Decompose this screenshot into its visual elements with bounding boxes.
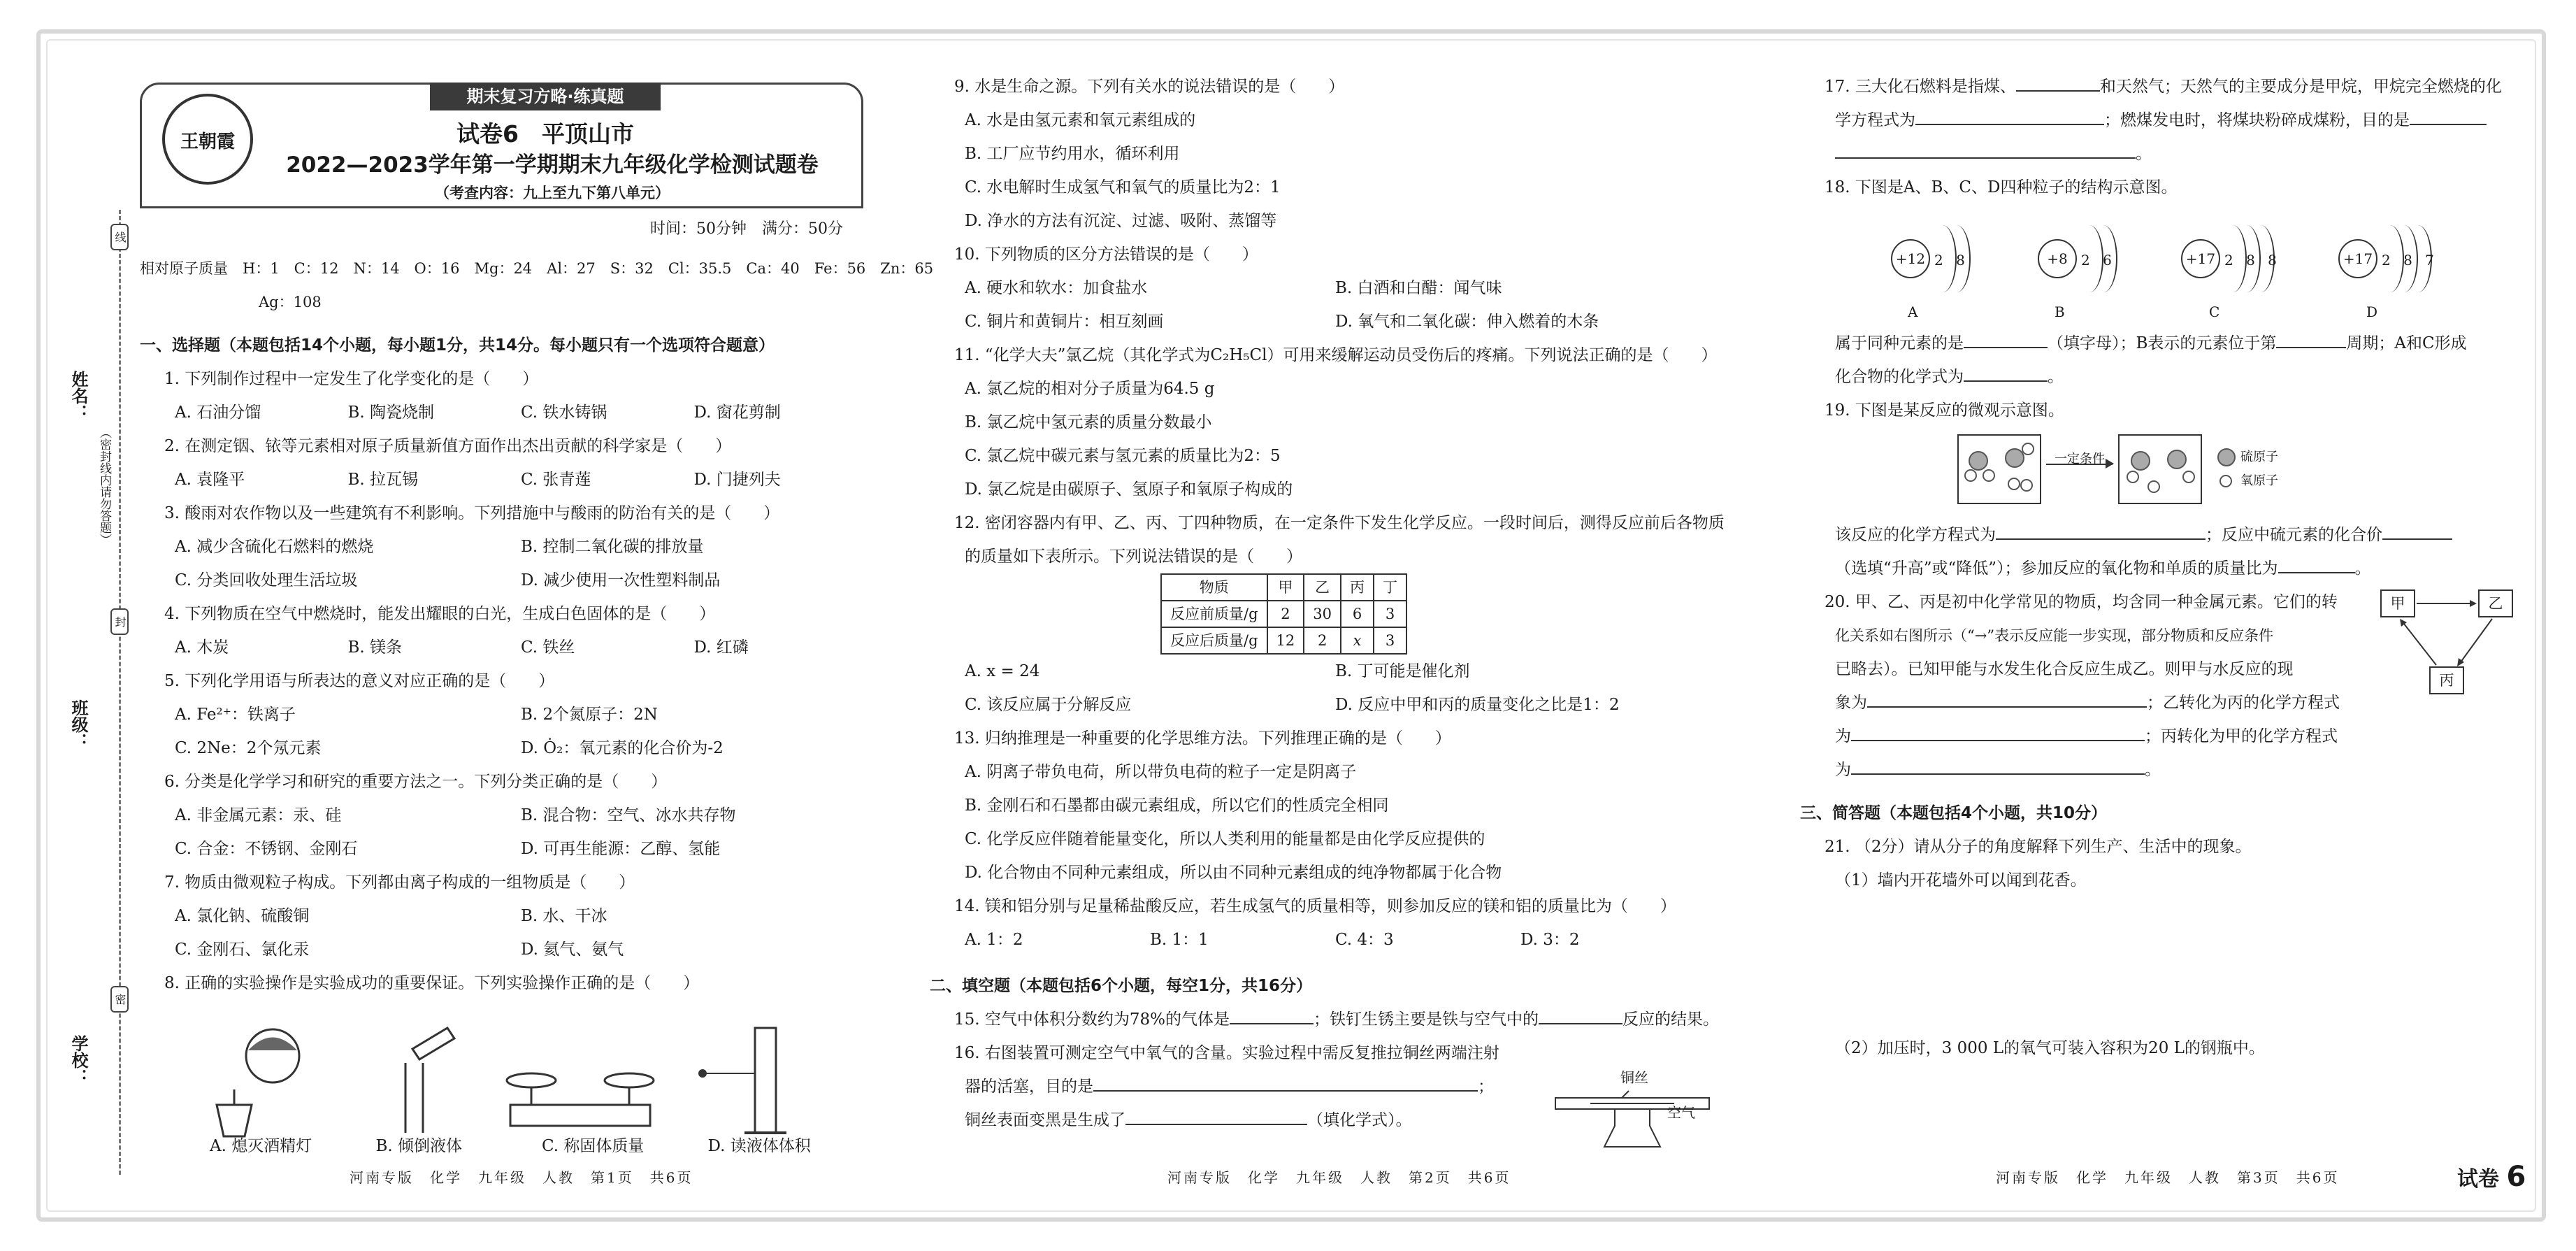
question-cont bbox=[1800, 753, 2524, 787]
page-footer: 河南专版 化学 九年级 人教 第2页 共6页 bbox=[1167, 1169, 1511, 1186]
q18-text: 化合物的化学式为 bbox=[1835, 368, 1964, 386]
oxygen-atom bbox=[2008, 478, 2020, 490]
q19-text: ；反应中硫元素的化合价 bbox=[2206, 526, 2382, 544]
seal-mark: 封 bbox=[110, 608, 129, 635]
answer-blank[interactable] bbox=[2276, 330, 2346, 348]
q16-text: 器的活塞，目的是 bbox=[965, 1078, 1093, 1096]
section-title: 一、选择题（本题包括14个小题，每小题1分，共14分。每小题只有一个选项符合题意） bbox=[140, 336, 775, 355]
question: 18. 下图是A、B、C、D四种粒子的结构示意图。 bbox=[1825, 178, 2178, 196]
option[interactable]: A. Fe²⁺：铁离子 bbox=[175, 706, 296, 724]
option[interactable]: C. 金刚石、氯化汞 bbox=[175, 941, 310, 959]
option[interactable]: D. 红磷 bbox=[693, 638, 749, 657]
question-cont bbox=[1800, 360, 2524, 394]
exam-scope: （考查内容：九上至九下第八单元） bbox=[435, 184, 670, 201]
q18-text: 属于同种元素的是 bbox=[1835, 334, 1964, 352]
option[interactable]: D. 反应中甲和丙的质量变化之比是1：2 bbox=[1335, 696, 1620, 714]
option[interactable]: D. 氦气、氨气 bbox=[521, 941, 624, 959]
question: 12. 密闭容器内有甲、乙、丙、丁四种物质，在一定条件下发生化学反应。一段时间后，测得反应前后各物质 bbox=[954, 514, 1725, 532]
option[interactable]: D. 减少使用一次性塑料制品 bbox=[521, 571, 721, 589]
school-label: 学校： bbox=[69, 1035, 88, 1085]
table-cell: 2 bbox=[1304, 627, 1341, 654]
atom-label: C bbox=[2209, 303, 2220, 320]
option[interactable]: D. 读液体体积 bbox=[707, 1137, 811, 1155]
options bbox=[930, 271, 1706, 338]
table-cell: 甲 bbox=[1267, 574, 1304, 601]
option[interactable]: A. 石油分馏 bbox=[175, 403, 261, 422]
paper-title: 试卷6 平顶山市 bbox=[456, 120, 634, 148]
q16-text: （填化学式）。 bbox=[1307, 1111, 1412, 1129]
q20-text: 。 bbox=[2145, 761, 2161, 779]
sulfur-atom bbox=[2167, 450, 2187, 469]
oxygen-atom bbox=[2182, 471, 2195, 483]
atom-A bbox=[1891, 218, 2031, 320]
answer-blank[interactable] bbox=[1230, 1006, 1314, 1024]
answer-blank[interactable] bbox=[1125, 1107, 1307, 1125]
atom-D bbox=[2338, 218, 2478, 320]
options bbox=[930, 655, 1706, 722]
sub-question: （1）墙内开花墙外可以闻到花香。 bbox=[1835, 871, 2087, 889]
q19-text: 。 bbox=[2354, 559, 2371, 578]
mass-table bbox=[1160, 573, 1407, 655]
seal-dashed-line bbox=[119, 210, 121, 1175]
table-row bbox=[1161, 627, 1406, 654]
question: 10. 下列物质的区分方法错误的是（ ） bbox=[954, 245, 1258, 264]
option[interactable]: D. 氧气和二氧化碳：伸入燃着的木条 bbox=[1335, 313, 1599, 331]
answer-blank[interactable] bbox=[1964, 330, 2048, 348]
option[interactable]: A. 非金属元素：汞、硅 bbox=[175, 806, 342, 824]
q8-options bbox=[175, 1133, 874, 1156]
shell-electrons: 2 6 bbox=[2081, 252, 2116, 269]
legend-oxygen: 氧原子 bbox=[2240, 473, 2278, 488]
copper-wire-label: 铜丝 bbox=[1620, 1069, 1648, 1086]
graduated-cylinder-illustration bbox=[698, 1028, 786, 1133]
table-cell: 3 bbox=[1374, 627, 1406, 654]
header-tag: 期末复习方略·练真题 bbox=[430, 83, 661, 110]
table-row bbox=[1161, 601, 1406, 627]
reaction-diagram bbox=[1800, 427, 2524, 518]
question: 4. 下列物质在空气中燃烧时，能发出耀眼的白光，生成白色固体的是（ ） bbox=[164, 605, 716, 623]
option[interactable]: C. 称固体质量 bbox=[542, 1137, 645, 1155]
options bbox=[140, 799, 867, 866]
oxygen-atom bbox=[2147, 480, 2160, 493]
q20-text: 为 bbox=[1835, 727, 1851, 745]
atom-C bbox=[2181, 218, 2321, 320]
question-cont bbox=[1800, 518, 2524, 552]
reaction-arrow bbox=[2046, 464, 2113, 465]
q17-text: 。 bbox=[2136, 145, 2152, 163]
lab-operation-illustrations bbox=[175, 1021, 874, 1140]
balance-illustration bbox=[507, 1073, 654, 1126]
q15-text: 反应的结果。 bbox=[1622, 1010, 1720, 1029]
question: 2. 在测定铟、铱等元素相对原子质量新值方面作出杰出贡献的科学家是（ ） bbox=[164, 437, 732, 455]
oxygen-atom bbox=[2127, 471, 2139, 483]
option[interactable]: C. 张青莲 bbox=[521, 471, 591, 489]
option[interactable]: A. 氯乙烷的相对分子质量为64.5 g bbox=[965, 380, 1215, 398]
table-cell: 30 bbox=[1304, 601, 1341, 627]
question: 1. 下列制作过程中一定发生了化学变化的是（ ） bbox=[164, 370, 539, 388]
table-cell: 反应前质量/g bbox=[1161, 601, 1267, 627]
q20-text: ；乙转化为丙的化学方程式 bbox=[2147, 694, 2340, 712]
name-label: 姓名： bbox=[69, 371, 88, 421]
arrow-head-icon bbox=[2106, 459, 2114, 469]
option[interactable]: B. 工厂应节约用水，循环利用 bbox=[965, 145, 1180, 163]
option[interactable]: C. 分类回收处理生活垃圾 bbox=[175, 571, 358, 589]
class-label: 班级： bbox=[69, 699, 88, 750]
q17-text: 17. 三大化石燃料是指煤、 bbox=[1825, 78, 2016, 96]
option[interactable]: D. 3：2 bbox=[1520, 931, 1580, 949]
q20-text: 为 bbox=[1835, 761, 1851, 779]
options bbox=[930, 923, 1706, 957]
option[interactable]: C. 4：3 bbox=[1335, 931, 1394, 949]
node-yi: 乙 bbox=[2478, 589, 2513, 617]
table-cell: x bbox=[1341, 627, 1374, 654]
q19-text: （选填“升高”或“降低”）；参加反应的氧化物和单质的质量比为 bbox=[1835, 559, 2278, 578]
atom-label: D bbox=[2366, 303, 2378, 320]
q20-text: 象为 bbox=[1835, 694, 1867, 712]
question-cont: 化关系如右图所示（“→”表示反应能一步实现，部分物质和反应条件 bbox=[1835, 627, 2274, 644]
question: 11. “化学大夫”氯乙烷（其化学式为C₂H₅Cl）可用来缓解运动员受伤后的疼痛。下列说法正确的是（ ） bbox=[954, 346, 1718, 364]
table-row bbox=[1161, 574, 1406, 601]
option[interactable]: D. 氯乙烷是由碳原子、氢原子和氧原子构成的 bbox=[965, 480, 1293, 499]
oxygen-atom bbox=[1964, 469, 1977, 482]
table-cell: 丁 bbox=[1374, 574, 1406, 601]
sulfur-atom bbox=[1969, 451, 1988, 471]
option[interactable]: B. 混合物：空气、冰水共存物 bbox=[521, 806, 736, 824]
option[interactable]: A. 1：2 bbox=[965, 931, 1023, 949]
q19-text: 该反应的化学方程式为 bbox=[1835, 526, 1996, 544]
question: 7. 物质由微观粒子构成。下列都由离子构成的一组物质是（ ） bbox=[164, 873, 635, 892]
question bbox=[930, 1003, 1720, 1036]
q17-text: 学方程式为 bbox=[1835, 111, 1915, 129]
paper-subtitle: 2022—2023学年第一学期期末九年级化学检测试题卷 bbox=[286, 152, 819, 178]
question: 3. 酸雨对农作物以及一些建筑有不利影响。下列措施中与酸雨的防治有关的是（ ） bbox=[164, 504, 780, 522]
option[interactable]: A. 袁隆平 bbox=[175, 471, 245, 489]
option[interactable]: B. 白酒和白醋：闻气味 bbox=[1335, 279, 1502, 297]
option[interactable]: D. 门捷列夫 bbox=[693, 471, 781, 489]
answer-blank[interactable] bbox=[1964, 364, 2048, 382]
oxygen-atom bbox=[2022, 443, 2034, 455]
option[interactable]: C. 铁丝 bbox=[521, 638, 575, 657]
column-3 bbox=[1800, 70, 2524, 1065]
paper-number bbox=[2457, 1161, 2526, 1193]
transformation-diagram bbox=[2380, 584, 2520, 703]
answer-blank[interactable] bbox=[1851, 723, 2145, 741]
options bbox=[140, 698, 867, 765]
column-1 bbox=[140, 252, 934, 1000]
answer-blank[interactable] bbox=[1539, 1006, 1622, 1024]
seal-note: （密封线内请勿答题） bbox=[97, 427, 111, 545]
table-cell: 2 bbox=[1267, 601, 1304, 627]
question: 14. 镁和铝分别与足量稀盐酸反应，若生成氢气的质量相等，则参加反应的镁和铝的质量比为（ ） bbox=[954, 897, 1676, 915]
question-cont: 的质量如下表所示。下列说法错误的是（ ） bbox=[965, 548, 1302, 566]
section-title: 二、填空题（本题包括6个小题，每空1分，共16分） bbox=[930, 977, 1313, 995]
answer-blank[interactable] bbox=[1867, 689, 2147, 708]
atom-nucleus: +12 bbox=[1891, 239, 1930, 278]
answer-blank[interactable] bbox=[1996, 522, 2206, 540]
option[interactable]: B. 控制二氧化碳的排放量 bbox=[521, 538, 704, 556]
option[interactable]: C. 2Ne：2个氖元素 bbox=[175, 739, 322, 757]
option[interactable]: D. 可再生能源：乙醇、氢能 bbox=[521, 840, 721, 858]
question: 21. （2分）请从分子的角度解释下列生产、生活中的现象。 bbox=[1825, 838, 2252, 856]
option[interactable]: C. 化学反应伴随着能量变化，所以人类利用的能量都是由化学反应提供的 bbox=[965, 830, 1485, 848]
oxygen-atom bbox=[1983, 469, 1995, 482]
question: 6. 分类是化学学习和研究的重要方法之一。下列分类正确的是（ ） bbox=[164, 773, 668, 791]
question: 8. 正确的实验操作是实验成功的重要保证。下列实验操作正确的是（ ） bbox=[164, 974, 700, 992]
atomic-mass-line: 相对原子质量 H：1 C：12 N：14 O：16 Mg：24 Al：27 S：32 Cl：35.5 Ca：40 Fe：56 Zn：65 bbox=[140, 260, 934, 277]
answer-blank[interactable] bbox=[1915, 107, 2104, 125]
option[interactable]: A. 硬水和软水：加食盐水 bbox=[965, 279, 1148, 297]
table-cell: 反应后质量/g bbox=[1161, 627, 1267, 654]
option[interactable]: C. 合金：不锈钢、金刚石 bbox=[175, 840, 358, 858]
q18-text: 周期；A和C形成 bbox=[2346, 334, 2467, 352]
node-jia: 甲 bbox=[2380, 589, 2415, 617]
oxygen-legend-icon bbox=[2219, 475, 2232, 487]
question bbox=[1800, 70, 2524, 103]
page-footer: 河南专版 化学 九年级 人教 第3页 共6页 bbox=[1996, 1169, 2340, 1186]
q17-text: ；燃煤发电时，将煤块粉碎成煤粉，目的是 bbox=[2104, 111, 2410, 129]
options bbox=[140, 899, 867, 966]
table-cell: 物质 bbox=[1161, 574, 1267, 601]
option[interactable]: A. x = 24 bbox=[965, 662, 1040, 680]
table-cell: 3 bbox=[1374, 601, 1406, 627]
node-bing: 丙 bbox=[2429, 666, 2464, 694]
atom-nucleus: +17 bbox=[2181, 239, 2220, 278]
option[interactable]: C. 氯乙烷中碳元素与氢元素的质量比为2：5 bbox=[965, 447, 1281, 465]
table-cell: 乙 bbox=[1304, 574, 1341, 601]
option[interactable]: C. 铁水铸锅 bbox=[521, 403, 607, 422]
question: 13. 归纳推理是一种重要的化学思维方法。下列推理正确的是（ ） bbox=[954, 729, 1451, 748]
paper-label: 试卷 bbox=[2457, 1167, 2499, 1192]
option[interactable]: B. 1：1 bbox=[1150, 931, 1209, 949]
q18-text: 。 bbox=[2048, 368, 2064, 386]
answer-blank[interactable] bbox=[2278, 555, 2355, 573]
options bbox=[140, 463, 867, 496]
table-cell: 丙 bbox=[1341, 574, 1374, 601]
option[interactable]: A. 水是由氢元素和氧元素组成的 bbox=[965, 111, 1196, 129]
question-cont bbox=[1800, 103, 2524, 137]
answer-blank[interactable] bbox=[1093, 1073, 1478, 1092]
option[interactable]: B. 2个氮原子：2N bbox=[521, 706, 658, 724]
option[interactable]: D. 窗花剪制 bbox=[693, 403, 781, 422]
sulfur-atom bbox=[2131, 451, 2150, 471]
question: 5. 下列化学用语与所表达的意义对应正确的是（ ） bbox=[164, 672, 555, 690]
option[interactable]: A. 木炭 bbox=[175, 638, 229, 657]
atom-label: B bbox=[2055, 303, 2065, 320]
options bbox=[140, 396, 867, 429]
option[interactable]: D. 净水的方法有沉淀、过滤、吸附、蒸馏等 bbox=[965, 212, 1277, 230]
shell-electrons: 2 8 bbox=[1934, 252, 1969, 269]
options bbox=[140, 530, 867, 597]
option[interactable]: A. 阴离子带负电荷，所以带负电荷的粒子一定是阴离子 bbox=[965, 763, 1357, 781]
seal-mark: 密 bbox=[110, 986, 129, 1013]
products-box bbox=[2118, 434, 2202, 504]
question-cont bbox=[1800, 552, 2524, 585]
answer-blank[interactable] bbox=[2382, 522, 2452, 540]
option[interactable]: A. 氯化钠、硫酸铜 bbox=[175, 907, 310, 925]
q17-text: 和天然气；天然气的主要成分是甲烷，甲烷完全燃烧的化 bbox=[2099, 78, 2502, 96]
option[interactable]: B. 水、干冰 bbox=[521, 907, 607, 925]
sulfur-legend-icon bbox=[2217, 448, 2236, 466]
option[interactable]: D. 化合物由不同种元素组成，所以由不同种元素组成的纯净物都属于化合物 bbox=[965, 864, 1502, 882]
option[interactable]: C. 水电解时生成氢气和氧气的质量比为2：1 bbox=[965, 178, 1281, 196]
option[interactable]: B. 拉瓦锡 bbox=[347, 471, 419, 489]
option[interactable]: B. 镁条 bbox=[347, 638, 403, 657]
table-cell: 12 bbox=[1267, 627, 1304, 654]
question-cont: 已略去）。已知甲能与水发生化合反应生成乙。则甲与水反应的现 bbox=[1835, 660, 2294, 678]
option[interactable]: A. 熄灭酒精灯 bbox=[210, 1137, 312, 1155]
answer-blank[interactable] bbox=[2016, 73, 2100, 92]
question: 19. 下图是某反应的微观示意图。 bbox=[1825, 401, 2064, 420]
option[interactable]: C. 铜片和黄铜片：相互刻画 bbox=[965, 313, 1164, 331]
oxygen-atom bbox=[2020, 479, 2033, 492]
atom-nucleus: +17 bbox=[2338, 239, 2377, 278]
question: 20. 甲、乙、丙是初中化学常见的物质，均含同一种金属元素。它们的转 bbox=[1825, 593, 2338, 611]
question-cont bbox=[1800, 137, 2524, 171]
brand-logo: 王朝霞 bbox=[162, 94, 253, 185]
answer-blank[interactable] bbox=[2410, 107, 2487, 125]
column-2 bbox=[930, 70, 1725, 1137]
section-title: 三、简答题（本题包括4个小题，共10分） bbox=[1800, 804, 2108, 822]
option[interactable]: B. 丁可能是催化剂 bbox=[1335, 662, 1470, 680]
option[interactable]: B. 陶瓷烧制 bbox=[347, 403, 435, 422]
transformation-arrows bbox=[2380, 584, 2520, 703]
sub-question: （2）加压时，3 000 L的氧气可装入容积为20 L的钢瓶中。 bbox=[1835, 1039, 2265, 1057]
atom-label: A bbox=[1908, 303, 1918, 320]
option[interactable]: C. 该反应属于分解反应 bbox=[965, 696, 1132, 714]
air-label: 空气 bbox=[1667, 1104, 1695, 1121]
q18-text: （填字母）；B表示的元素位于第 bbox=[2048, 334, 2277, 352]
question: 9. 水是生命之源。下列有关水的说法错误的是（ ） bbox=[954, 78, 1345, 96]
atomic-mass-line: Ag：108 bbox=[259, 294, 322, 310]
shell-electrons: 2 8 7 bbox=[2382, 252, 2438, 269]
answer-blank[interactable] bbox=[1851, 757, 2145, 775]
q20-text: ；丙转化为甲的化学方程式 bbox=[2145, 727, 2338, 745]
atom-B bbox=[2038, 218, 2178, 320]
reaction-condition: 一定条件 bbox=[2055, 452, 2105, 466]
answer-blank[interactable] bbox=[1835, 141, 2136, 159]
q15-text: 15. 空气中体积分数约为78%的气体是 bbox=[954, 1010, 1230, 1029]
q15-text: ；铁钉生锈主要是铁与空气中的 bbox=[1314, 1010, 1539, 1029]
answer-space[interactable] bbox=[1800, 897, 2524, 1031]
shell-electrons: 2 8 8 bbox=[2224, 252, 2281, 269]
table-cell: 6 bbox=[1341, 601, 1374, 627]
q16-text: 铜丝表面变黑是生成了 bbox=[965, 1111, 1125, 1129]
reactants-box bbox=[1957, 434, 2041, 504]
option[interactable]: B. 倾倒液体 bbox=[375, 1137, 463, 1155]
page-footer: 河南专版 化学 九年级 人教 第1页 共6页 bbox=[350, 1169, 693, 1186]
atom-nucleus: +8 bbox=[2038, 239, 2077, 278]
legend-sulfur: 硫原子 bbox=[2240, 450, 2278, 464]
pouring-liquid-illustration bbox=[405, 1028, 454, 1133]
question-cont bbox=[1800, 720, 2524, 753]
q16-text: ； bbox=[1478, 1078, 1494, 1096]
seal-mark: 线 bbox=[110, 224, 129, 250]
alcohol-lamp-illustration bbox=[217, 1029, 299, 1136]
question-cont bbox=[1800, 327, 2524, 360]
atom-diagrams bbox=[1800, 204, 2524, 327]
option[interactable]: A. 减少含硫化石燃料的燃烧 bbox=[175, 538, 374, 556]
option[interactable]: D. Ȯ₂：氧元素的化合价为-2 bbox=[521, 739, 724, 757]
options bbox=[140, 631, 867, 664]
option[interactable]: B. 金刚石和石墨都由碳元素组成，所以它们的性质完全相同 bbox=[965, 796, 1389, 815]
option[interactable]: B. 氯乙烷中氢元素的质量分数最小 bbox=[965, 413, 1212, 431]
time-info: 时间：50分钟 满分：50分 bbox=[650, 220, 843, 238]
question: 16. 右图装置可测定空气中氧气的含量。实验过程中需反复推拉铜丝两端注射 bbox=[954, 1044, 1499, 1062]
paper-num: 6 bbox=[2506, 1161, 2526, 1193]
